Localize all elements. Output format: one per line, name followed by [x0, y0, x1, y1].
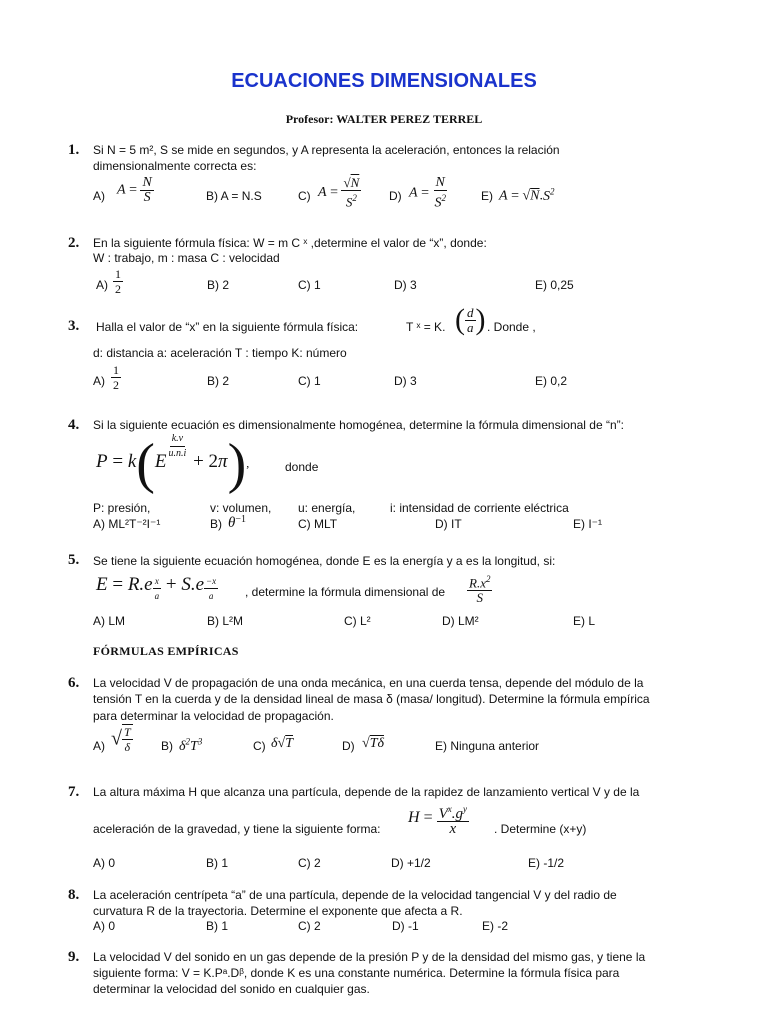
- problem-3-option-b: B) 2: [207, 374, 230, 388]
- problem-5-option-d: D) LM²: [442, 614, 479, 628]
- problem-1-text-line2: dimensionalmente correcta es:: [93, 159, 257, 173]
- problem-6-option-e: E) Ninguna anterior: [435, 739, 540, 753]
- problem-8-option-a: A) 0: [93, 919, 116, 933]
- problem-4-option-d: D) IT: [435, 517, 462, 531]
- problem-2-text-line1: En la siguiente fórmula física: W = m C ˣ ,determine el valor de “x”, donde:: [93, 236, 487, 250]
- problem-2-formula-a: $\frac{1}{2}$: [115, 267, 121, 296]
- problem-1-option-c: C): [298, 189, 311, 203]
- problem-5-number: 5.: [68, 552, 80, 568]
- problem-7-option-b: B) 1: [206, 856, 229, 870]
- problem-6-option-a: A): [93, 739, 105, 753]
- problem-2-option-a: A): [96, 278, 108, 292]
- problem-3-option-d: D) 3: [394, 374, 417, 388]
- problem-5-option-a: A) LM: [93, 614, 126, 628]
- problem-2-option-c: C) 1: [298, 278, 321, 292]
- problem-3-formula-a: $\frac{1}{2}$: [113, 363, 119, 392]
- problem-8-option-d: D) -1: [392, 919, 419, 933]
- problem-1-text-line1: Si N = 5 m², S se mide en segundos, y A representa la aceleración, entonces la relación: [93, 143, 560, 157]
- problem-4-text-line1: Si la siguiente ecuación es dimensionalmente homogénea, determine la fórmula dimensional de “n”:: [93, 418, 624, 432]
- problem-1-option-a: A): [93, 189, 105, 203]
- problem-6-text-line2: tensión T en la cuerda y de la densidad lineal de masa δ (masa/ longitud). Determine la fórmula empírica: [93, 692, 650, 706]
- problem-7-text-tail: . Determine (x+y): [494, 822, 587, 836]
- problem-7-number: 7.: [68, 784, 80, 800]
- professor-line: Profesor: WALTER PEREZ TERREL: [285, 112, 483, 126]
- problem-1-formula-c: A = $\frac{√N}{S^2}$: [318, 175, 360, 210]
- problem-3-number: 3.: [68, 318, 80, 334]
- problem-3-formula-left: T ˣ = K.: [406, 320, 446, 334]
- problem-4-number: 4.: [68, 417, 80, 433]
- problem-8-text-line2: curvatura R de la trayectoria. Determine el exponente que afecta a R.: [93, 904, 463, 918]
- problem-8-option-b: B) 1: [206, 919, 229, 933]
- problem-9-text-line2: siguiente forma: V = K.Pᵃ.Dᵝ, donde K es una constante numérica. Determine la fórmula física para: [93, 966, 620, 980]
- problem-3-option-a: A): [93, 374, 105, 388]
- problem-5-option-c: C) L²: [344, 614, 371, 628]
- problem-8-number: 8.: [68, 887, 80, 903]
- problem-4-equation: P = k(E $\frac{k.v}{u.n.i}$ + 2π),: [96, 433, 250, 495]
- problem-1-formula-d: A = $\frac{N}{S^2}$: [409, 175, 446, 211]
- problem-5-option-e: E) L: [573, 614, 596, 628]
- problem-1-option-d: D): [389, 189, 402, 203]
- problem-2-text-line2: W : trabajo, m : masa C : velocidad: [93, 251, 280, 265]
- problem-6-formula-b: $\delta^2T^3$: [179, 736, 203, 754]
- document-title: ECUACIONES DIMENSIONALES: [231, 70, 537, 92]
- problem-7-text-line1: La altura máxima H que alcanza una partícula, depende de la rapidez de lanzamiento vertical V y de la: [93, 785, 640, 799]
- problem-6-formula-a: √ $\frac{T}{\delta}$: [111, 725, 131, 754]
- problem-7-option-c: C) 2: [298, 856, 321, 870]
- problem-4-formula-b: $\theta^{-1}$: [228, 514, 247, 531]
- problem-3-text-line2: d: distancia a: aceleración T : tiempo K: número: [93, 346, 347, 360]
- problem-4-option-c: C) MLT: [298, 517, 338, 531]
- problem-1-formula-e: $A = √N.S^2$: [499, 186, 555, 204]
- problem-6-formula-c: δ√T: [271, 736, 293, 751]
- problem-3-formula-right: . Donde ,: [487, 320, 536, 334]
- problem-8-text-line1: La aceleración centrípeta “a” de una partícula, depende de la velocidad tangencial V y del radio de: [93, 888, 617, 902]
- section-empirical-formulas: FÓRMULAS EMPÍRICAS: [93, 644, 239, 658]
- problem-6-formula-d: √Tδ: [362, 736, 384, 751]
- problem-6-option-b: B): [161, 739, 173, 753]
- problem-5-text-line1: Se tiene la siguiente ecuación homogénea, donde E es la energía y a es la longitud, si:: [93, 554, 556, 568]
- problem-3-option-c: C) 1: [298, 374, 321, 388]
- problem-3-option-e: E) 0,2: [535, 374, 568, 388]
- problem-8-option-c: C) 2: [298, 919, 321, 933]
- problem-6-text-line1: La velocidad V de propagación de una onda mecánica, en una cuerda tensa, depende del módulo de la: [93, 676, 644, 690]
- problem-1-number: 1.: [68, 142, 80, 158]
- problem-9-text-line3: determinar la velocidad del sonido en cualquier gas.: [93, 982, 370, 996]
- problem-2-option-e: E) 0,25: [535, 278, 574, 292]
- problem-1-formula-a: A = $\frac{N}{S}$: [117, 175, 152, 205]
- problem-5-text-mid: , determine la fórmula dimensional de: [245, 585, 446, 599]
- problem-4-text-i: i: intensidad de corriente eléctrica: [390, 501, 569, 515]
- problem-1-option-e: E): [481, 189, 493, 203]
- problem-4-text-p: P: presión,: [93, 501, 151, 515]
- problem-6-option-d: D): [342, 739, 355, 753]
- problem-3-formula-fraction: ( $\frac{d}{a}$ ): [455, 303, 486, 336]
- problem-4-text-u: u: energía,: [298, 501, 356, 515]
- problem-6-number: 6.: [68, 675, 80, 691]
- problem-3-text-line1: Halla el valor de “x” en la siguiente fórmula física:: [96, 320, 359, 334]
- problem-2-option-d: D) 3: [394, 278, 417, 292]
- problem-7-option-a: A) 0: [93, 856, 116, 870]
- problem-7-text-line2: aceleración de la gravedad, y tiene la siguiente forma:: [93, 822, 381, 836]
- problem-9-text-line1: La velocidad V del sonido en un gas depende de la presión P y de la densidad del mismo gas, y tiene la: [93, 950, 646, 964]
- problem-7-option-d: D) +1/2: [391, 856, 431, 870]
- problem-1-option-b: B) A = N.S: [206, 189, 262, 203]
- problem-9-number: 9.: [68, 949, 80, 965]
- problem-6-option-c: C): [253, 739, 266, 753]
- problem-2-number: 2.: [68, 235, 80, 251]
- problem-7-formula: H = $\frac{V^x.g^y}{x}$: [408, 804, 468, 837]
- problem-5-fraction: $\frac{R.x^2}{S}$: [469, 574, 491, 606]
- problem-4-text-v: v: volumen,: [210, 501, 272, 515]
- problem-5-option-b: B) L²M: [207, 614, 243, 628]
- problem-2-option-b: B) 2: [207, 278, 230, 292]
- problem-4-option-a: A) ML²T⁻²I⁻¹: [93, 517, 161, 531]
- problem-4-option-e: E) I⁻¹: [573, 517, 602, 531]
- problem-5-equation: E = R.e $\frac{x}{a}$ + S.e $\frac{-x}{a}$: [96, 574, 217, 601]
- problem-4-option-b: B): [210, 517, 222, 531]
- problem-7-option-e: E) -1/2: [528, 856, 565, 870]
- problem-4-donde: donde: [285, 460, 319, 474]
- problem-8-option-e: E) -2: [482, 919, 509, 933]
- problem-6-text-line3: para determinar la velocidad de propagación.: [93, 709, 334, 723]
